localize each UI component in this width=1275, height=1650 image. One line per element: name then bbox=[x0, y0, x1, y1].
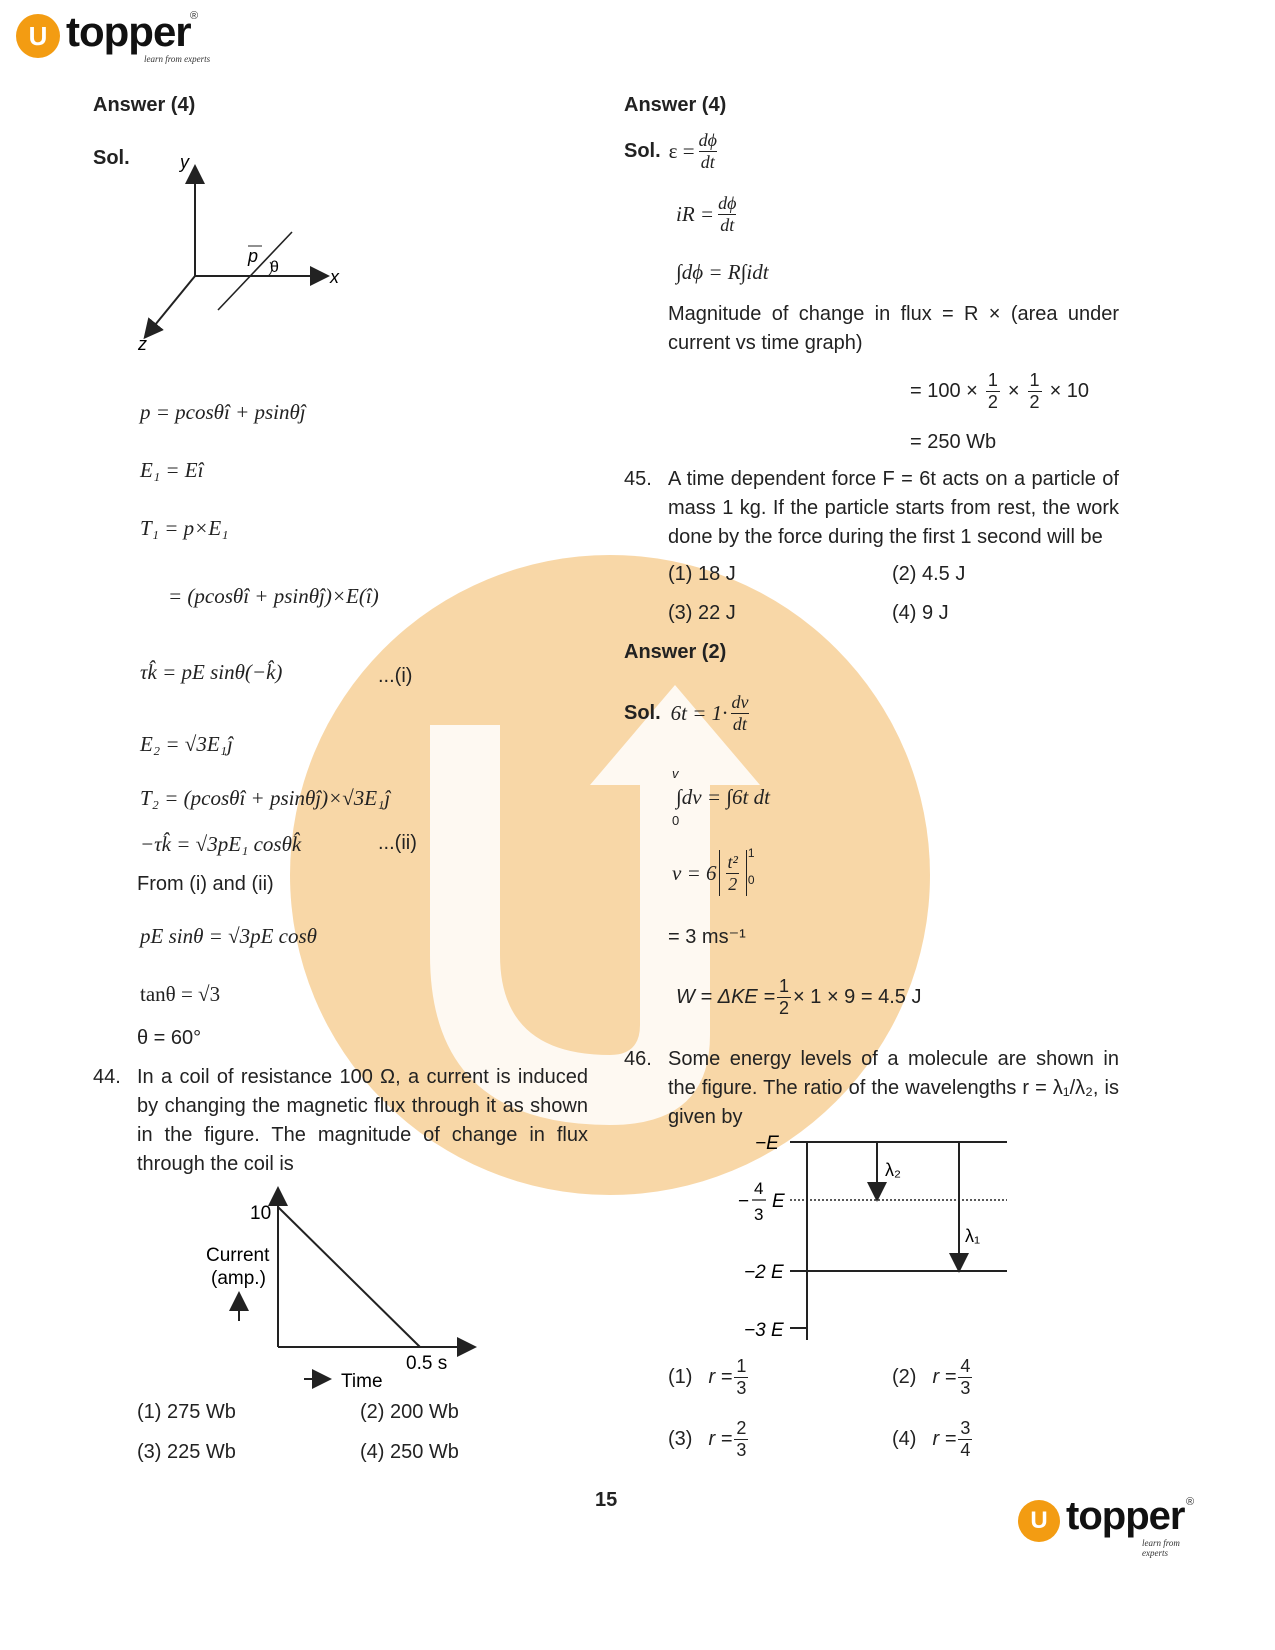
footer-logo-wordmark: topper bbox=[1066, 1494, 1185, 1538]
page-number: 15 bbox=[595, 1489, 618, 1511]
emf-den: dt bbox=[700, 151, 715, 172]
q46-opt1-label: (1) bbox=[668, 1365, 693, 1388]
footer-logo-registered: ® bbox=[1186, 1496, 1195, 1508]
iR-den: dt bbox=[720, 214, 735, 235]
q44-option-3: (3) 225 Wb bbox=[137, 1441, 236, 1463]
q46-opt1-den: 3 bbox=[736, 1377, 747, 1398]
tag-ii: ...(ii) bbox=[378, 832, 417, 854]
eq-tan: tanθ = √3 bbox=[140, 982, 221, 1006]
graph-x-label: Time bbox=[341, 1371, 383, 1392]
graph-y-label-1: Current bbox=[206, 1245, 270, 1266]
q46-opt4-label: (4) bbox=[892, 1427, 917, 1450]
q46-opt3-r: r = bbox=[708, 1427, 733, 1450]
calc-frac1-num: 1 bbox=[987, 370, 998, 390]
level-4-3E-minus: − bbox=[738, 1191, 750, 1212]
logo-u-icon: U bbox=[16, 14, 60, 58]
tag-i: ...(i) bbox=[378, 665, 413, 687]
work-lhs: W = ΔKE = bbox=[676, 985, 776, 1008]
eq-E2: E₂ = √3E₁ĵ bbox=[140, 732, 233, 756]
q46-option-1 bbox=[668, 1356, 750, 1398]
eq-flux-calc bbox=[910, 370, 1089, 412]
q45-option-1: (1) 18 J bbox=[668, 563, 736, 585]
q46-option-3 bbox=[668, 1418, 750, 1460]
graph-x-value: 0.5 s bbox=[406, 1353, 448, 1374]
sol-label-44: Sol. bbox=[624, 139, 661, 162]
v-result: = 3 ms⁻¹ bbox=[668, 926, 746, 948]
q46-opt2-label: (2) bbox=[892, 1365, 917, 1388]
eq-emf bbox=[624, 130, 721, 172]
level-3E: −3 E bbox=[744, 1320, 784, 1341]
eq-T2: T₂ = (pcosθî + psinθĵ)×√3E₁ĵ bbox=[140, 786, 391, 810]
q46-option-2 bbox=[892, 1356, 974, 1398]
emf-num: dϕ bbox=[698, 130, 717, 150]
theta-label: θ bbox=[270, 259, 279, 276]
q46-opt4-den: 4 bbox=[960, 1439, 971, 1460]
flux-result: = 250 Wb bbox=[910, 431, 997, 453]
lambda1-label: λ₁ bbox=[965, 1226, 981, 1246]
calc-frac2-num: 1 bbox=[1029, 370, 1040, 390]
answer-44: Answer (4) bbox=[624, 94, 727, 116]
q46-opt2-r: r = bbox=[932, 1365, 957, 1388]
calc-c: × 10 bbox=[1049, 379, 1090, 402]
footer-logo-tagline: learn from experts bbox=[1142, 1538, 1180, 1558]
iR-num: dϕ bbox=[718, 193, 737, 213]
v-num: t² bbox=[727, 851, 738, 872]
q46-opt2-den: 3 bbox=[960, 1377, 971, 1398]
q46-number: 46. bbox=[624, 1048, 652, 1070]
v-lower-limit: 0 bbox=[747, 873, 755, 887]
force-num: dv bbox=[731, 692, 749, 712]
graph-y-value: 10 bbox=[250, 1203, 272, 1224]
calc-a: = 100 × bbox=[910, 379, 978, 402]
sol-label-43: Sol. bbox=[93, 147, 130, 169]
q44-option-2: (2) 200 Wb bbox=[360, 1401, 459, 1423]
sol-label-45: Sol. bbox=[624, 701, 661, 724]
q44-text: In a coil of resistance 100 Ω, a current is induced by changing the magnetic flux through it as shown in the figure. The magnitude of change in flux through the coil is bbox=[137, 1066, 588, 1175]
v-upper-limit: 1 bbox=[747, 846, 755, 860]
calc-b: × bbox=[1007, 379, 1020, 402]
calc-frac1-den: 2 bbox=[987, 391, 998, 412]
force-den: dt bbox=[732, 713, 747, 734]
level-4-3E-den: 3 bbox=[754, 1205, 764, 1224]
axis-y-label: y bbox=[180, 152, 189, 172]
eq-work bbox=[676, 976, 921, 1018]
work-num: 1 bbox=[779, 976, 790, 996]
limit-v: v bbox=[672, 766, 679, 781]
footer-logo-u-icon: U bbox=[1018, 1500, 1060, 1542]
q45-option-2: (2) 4.5 J bbox=[892, 563, 966, 585]
q46-text: Some energy levels of a molecule are shown in the figure. The ratio of the wavelengths r = λ₁/λ₂, is given by bbox=[668, 1048, 1119, 1128]
eq-p-vector: p = pcosθî + psinθĵ bbox=[140, 400, 306, 424]
q46-opt1-num: 1 bbox=[736, 1356, 747, 1376]
work-rhs: × 1 × 9 = 4.5 J bbox=[793, 985, 922, 1008]
level-4-3E-num: 4 bbox=[754, 1179, 764, 1198]
emf-symbol: ε = bbox=[668, 138, 695, 163]
axis-z-label: z bbox=[138, 334, 147, 354]
q44-option-4: (4) 250 Wb bbox=[360, 1441, 459, 1463]
q46-opt2-num: 4 bbox=[960, 1356, 971, 1376]
q45-option-3: (3) 22 J bbox=[668, 602, 736, 624]
q46-opt3-label: (3) bbox=[668, 1427, 693, 1450]
eq-integral-flux: ∫dϕ = R∫idt bbox=[676, 260, 769, 284]
q44-number: 44. bbox=[93, 1066, 121, 1088]
vector-p-label: p bbox=[248, 246, 259, 266]
v-lhs: v = 6 bbox=[672, 860, 717, 885]
q45-number: 45. bbox=[624, 468, 652, 490]
eq-T1-expanded: = (pcosθî + psinθĵ)×E(î) bbox=[168, 584, 379, 608]
answer-43: Answer (4) bbox=[93, 94, 196, 116]
q46-opt4-r: r = bbox=[932, 1427, 957, 1450]
footer-logo bbox=[1018, 1494, 1208, 1558]
v-den: 2 bbox=[728, 873, 738, 894]
work-den: 2 bbox=[779, 997, 790, 1018]
level-E: −E bbox=[755, 1133, 779, 1154]
q46-opt1-r: r = bbox=[708, 1365, 733, 1388]
eq-iR bbox=[676, 193, 740, 235]
eq-int-dv: ∫dv = ∫6t dt bbox=[676, 785, 770, 809]
calc-frac2-den: 2 bbox=[1029, 391, 1040, 412]
eq-E1: E₁ = Eî bbox=[140, 458, 204, 482]
q45-option-4: (4) 9 J bbox=[892, 602, 949, 624]
energy-level-diagram bbox=[735, 1130, 1015, 1345]
answer-45: Answer (2) bbox=[624, 641, 727, 663]
level-2E: −2 E bbox=[744, 1262, 784, 1283]
level-4-3E-sfx: E bbox=[772, 1191, 785, 1212]
from-i-ii: From (i) and (ii) bbox=[137, 873, 274, 895]
logo-registered: ® bbox=[190, 10, 199, 22]
current-time-graph bbox=[200, 1185, 490, 1395]
magnitude-text: Magnitude of change in flux = R × (area under current vs time graph) bbox=[668, 303, 1119, 354]
q45-text: A time dependent force F = 6t acts on a particle of mass 1 kg. If the particle starts from rest, the work done by the force during the first 1 second will be bbox=[668, 468, 1119, 548]
axis-x-label: x bbox=[330, 267, 339, 287]
q44-option-1: (1) 275 Wb bbox=[137, 1401, 236, 1423]
eq-T1: T₁ = p×E₁ bbox=[140, 516, 229, 540]
lambda2-label: λ₂ bbox=[885, 1160, 901, 1180]
axes-diagram bbox=[130, 150, 360, 360]
eq-force bbox=[624, 692, 752, 734]
eq-balance: pE sinθ = √3pE cosθ bbox=[140, 924, 317, 948]
eq-torque-ii: −τk̂ = √3pE₁ cosθk̂ bbox=[140, 832, 302, 856]
q46-option-4 bbox=[892, 1418, 974, 1460]
iR-symbol: iR = bbox=[676, 201, 715, 226]
eq-torque-i: τk̂ = pE sinθ(−k̂) bbox=[140, 660, 283, 684]
graph-y-label-2: (amp.) bbox=[211, 1268, 266, 1289]
header-logo bbox=[16, 10, 216, 70]
logo-tagline: learn from experts bbox=[144, 54, 211, 64]
force-lhs: 6t = 1· bbox=[670, 700, 728, 725]
eq-v bbox=[672, 846, 755, 900]
logo-wordmark: topper bbox=[66, 8, 191, 55]
q46-opt3-den: 3 bbox=[736, 1439, 747, 1460]
eq-theta-result: θ = 60° bbox=[137, 1027, 202, 1049]
q46-opt3-num: 2 bbox=[736, 1418, 747, 1438]
q46-opt4-num: 3 bbox=[960, 1418, 971, 1438]
limit-0: 0 bbox=[672, 813, 680, 828]
